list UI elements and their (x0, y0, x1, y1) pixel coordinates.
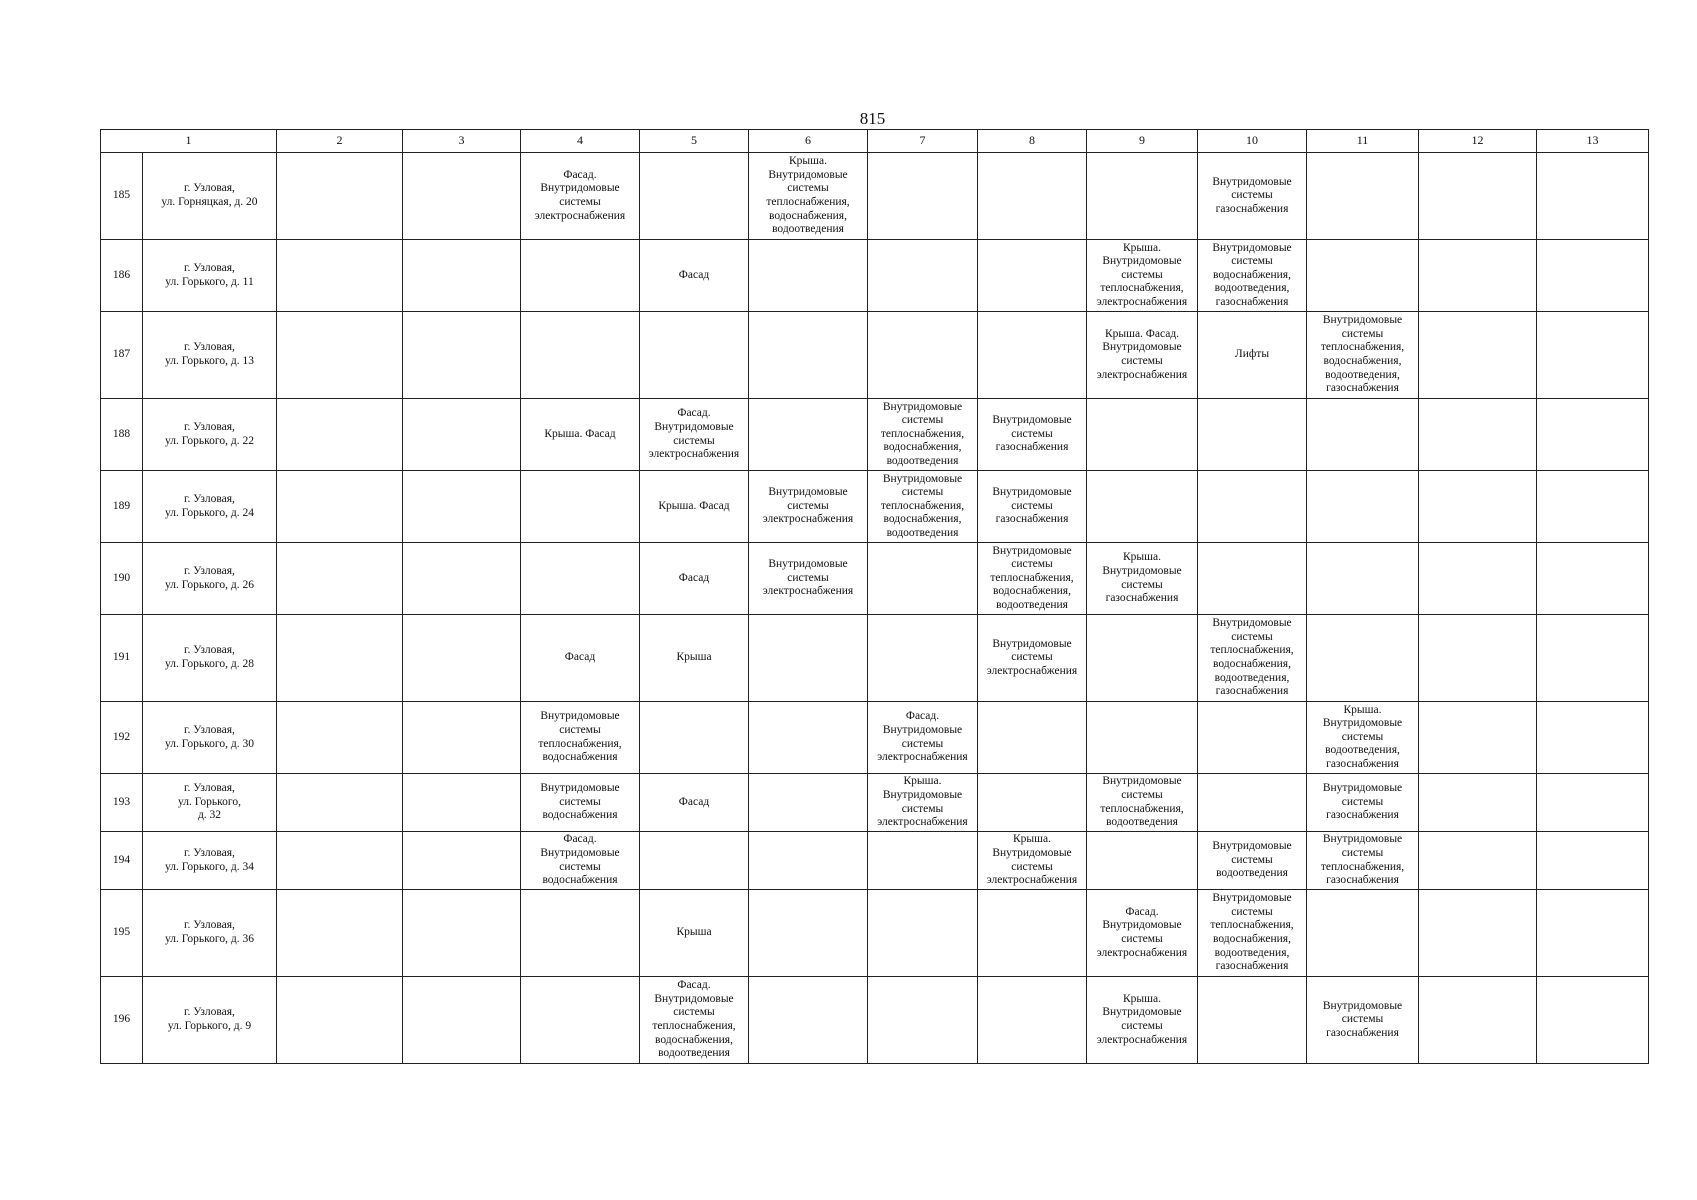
work-cell-col-2 (277, 890, 403, 977)
column-header-9: 9 (1087, 130, 1198, 153)
work-cell-col-4 (521, 312, 640, 399)
work-cell-col-11: Внутридомовые системы газоснабжения (1307, 774, 1419, 832)
table-row (101, 240, 1649, 312)
page-number: 815 (859, 109, 886, 128)
work-cell-col-13 (1537, 890, 1649, 977)
work-cell-col-12 (1419, 312, 1537, 399)
work-cell-col-13 (1537, 312, 1649, 399)
work-cell-col-2 (277, 240, 403, 312)
work-cell-col-10 (1198, 702, 1307, 774)
work-cell-col-12 (1419, 977, 1537, 1064)
work-cell-col-7 (868, 615, 978, 702)
address-cell: г. Узловая, ул. Горького, д. 26 (143, 543, 277, 615)
work-cell-col-3 (403, 977, 521, 1064)
work-cell-col-10: Внутридомовые системы водоснабжения, водоотведения, газоснабжения (1198, 240, 1307, 312)
work-cell-col-5: Крыша. Фасад (640, 471, 749, 543)
work-cell-col-11: Внутридомовые системы газоснабжения (1307, 977, 1419, 1064)
work-cell-col-7 (868, 832, 978, 890)
work-cell-col-12 (1419, 543, 1537, 615)
work-cell-col-7 (868, 312, 978, 399)
work-cell-col-2 (277, 543, 403, 615)
work-cell-col-13 (1537, 471, 1649, 543)
work-cell-col-5 (640, 312, 749, 399)
column-header-11: 11 (1307, 130, 1419, 153)
work-cell-col-12 (1419, 832, 1537, 890)
table-row (101, 543, 1649, 615)
work-cell-col-9: Внутридомовые системы теплоснабжения, водоотведения (1087, 774, 1198, 832)
work-cell-col-10: Лифты (1198, 312, 1307, 399)
row-number: 185 (101, 153, 143, 240)
column-header-5: 5 (640, 130, 749, 153)
work-cell-col-10: Внутридомовые системы водоотведения (1198, 832, 1307, 890)
work-cell-col-7 (868, 543, 978, 615)
work-cell-col-8: Внутридомовые системы электроснабжения (978, 615, 1087, 702)
work-cell-col-9 (1087, 702, 1198, 774)
work-cell-col-9 (1087, 153, 1198, 240)
column-header-2: 2 (277, 130, 403, 153)
work-cell-col-5 (640, 832, 749, 890)
table-row (101, 153, 1649, 240)
address-cell: г. Узловая, ул. Горького, д. 32 (143, 774, 277, 832)
work-cell-col-8: Внутридомовые системы газоснабжения (978, 399, 1087, 471)
work-cell-col-4: Фасад (521, 615, 640, 702)
work-cell-col-10 (1198, 399, 1307, 471)
column-header-10: 10 (1198, 130, 1307, 153)
column-header-13: 13 (1537, 130, 1649, 153)
work-cell-col-13 (1537, 240, 1649, 312)
row-number: 188 (101, 399, 143, 471)
work-cell-col-7 (868, 153, 978, 240)
work-cell-col-2 (277, 977, 403, 1064)
work-cell-col-13 (1537, 977, 1649, 1064)
work-cell-col-12 (1419, 399, 1537, 471)
table-body (101, 153, 1649, 1064)
row-number: 187 (101, 312, 143, 399)
work-cell-col-7: Фасад. Внутридомовые системы электроснабжения (868, 702, 978, 774)
row-number: 192 (101, 702, 143, 774)
address-cell: г. Узловая, ул. Горького, д. 13 (143, 312, 277, 399)
work-cell-col-13 (1537, 615, 1649, 702)
row-number: 195 (101, 890, 143, 977)
column-header-12: 12 (1419, 130, 1537, 153)
work-cell-col-6: Крыша. Внутридомовые системы теплоснабжения, водоснабжения, водоотведения (749, 153, 868, 240)
work-cell-col-12 (1419, 471, 1537, 543)
work-cell-col-6 (749, 774, 868, 832)
address-cell: г. Узловая, ул. Горького, д. 34 (143, 832, 277, 890)
work-cell-col-5 (640, 153, 749, 240)
column-header-1: 1 (101, 130, 277, 153)
work-cell-col-13 (1537, 543, 1649, 615)
work-cell-col-2 (277, 702, 403, 774)
table-row (101, 890, 1649, 977)
work-cell-col-3 (403, 153, 521, 240)
table-row (101, 615, 1649, 702)
work-cell-col-6 (749, 615, 868, 702)
work-cell-col-13 (1537, 153, 1649, 240)
work-cell-col-8 (978, 240, 1087, 312)
column-header-8: 8 (978, 130, 1087, 153)
work-cell-col-5: Фасад (640, 543, 749, 615)
work-cell-col-3 (403, 399, 521, 471)
address-cell: г. Узловая, ул. Горького, д. 9 (143, 977, 277, 1064)
work-cell-col-8 (978, 312, 1087, 399)
work-cell-col-4: Фасад. Внутридомовые системы водоснабжения (521, 832, 640, 890)
column-header-3: 3 (403, 130, 521, 153)
work-cell-col-13 (1537, 774, 1649, 832)
work-cell-col-7: Внутридомовые системы теплоснабжения, водоснабжения, водоотведения (868, 399, 978, 471)
work-cell-col-3 (403, 702, 521, 774)
work-cell-col-11 (1307, 615, 1419, 702)
row-number: 190 (101, 543, 143, 615)
work-cell-col-10: Внутридомовые системы теплоснабжения, водоснабжения, водоотведения, газоснабжения (1198, 615, 1307, 702)
work-cell-col-6: Внутридомовые системы электроснабжения (749, 543, 868, 615)
address-cell: г. Узловая, ул. Горького, д. 22 (143, 399, 277, 471)
work-cell-col-6 (749, 399, 868, 471)
work-cell-col-11 (1307, 399, 1419, 471)
work-cell-col-2 (277, 153, 403, 240)
work-cell-col-9 (1087, 832, 1198, 890)
work-cell-col-5: Крыша (640, 890, 749, 977)
work-cell-col-5 (640, 702, 749, 774)
work-cell-col-9: Крыша. Фасад. Внутридомовые системы электроснабжения (1087, 312, 1198, 399)
column-header-4: 4 (521, 130, 640, 153)
column-header-6: 6 (749, 130, 868, 153)
work-cell-col-11 (1307, 543, 1419, 615)
work-cell-col-9 (1087, 615, 1198, 702)
work-cell-col-6 (749, 702, 868, 774)
work-cell-col-3 (403, 312, 521, 399)
work-cell-col-8 (978, 702, 1087, 774)
header-row (101, 130, 1649, 153)
work-cell-col-10 (1198, 774, 1307, 832)
work-cell-col-3 (403, 240, 521, 312)
table-row (101, 774, 1649, 832)
work-cell-col-3 (403, 543, 521, 615)
work-cell-col-12 (1419, 153, 1537, 240)
work-cell-col-4 (521, 471, 640, 543)
work-cell-col-9: Фасад. Внутридомовые системы электроснабжения (1087, 890, 1198, 977)
work-cell-col-3 (403, 890, 521, 977)
work-cell-col-2 (277, 312, 403, 399)
work-cell-col-9: Крыша. Внутридомовые системы электроснабжения (1087, 977, 1198, 1064)
work-cell-col-4: Внутридомовые системы водоснабжения (521, 774, 640, 832)
work-cell-col-11 (1307, 471, 1419, 543)
work-cell-col-8 (978, 977, 1087, 1064)
work-cell-col-11: Крыша. Внутридомовые системы водоотведения, газоснабжения (1307, 702, 1419, 774)
address-cell: г. Узловая, ул. Горького, д. 36 (143, 890, 277, 977)
row-number: 189 (101, 471, 143, 543)
work-cell-col-12 (1419, 890, 1537, 977)
work-cell-col-8 (978, 153, 1087, 240)
work-cell-col-5: Фасад. Внутридомовые системы электроснабжения (640, 399, 749, 471)
work-cell-col-3 (403, 774, 521, 832)
work-cell-col-11 (1307, 240, 1419, 312)
work-cell-col-9: Крыша. Внутридомовые системы газоснабжения (1087, 543, 1198, 615)
work-cell-col-10 (1198, 543, 1307, 615)
work-cell-col-2 (277, 471, 403, 543)
work-cell-col-11 (1307, 890, 1419, 977)
table-row (101, 399, 1649, 471)
row-number: 193 (101, 774, 143, 832)
row-number: 194 (101, 832, 143, 890)
work-cell-col-7: Крыша. Внутридомовые системы электроснабжения (868, 774, 978, 832)
work-cell-col-8: Внутридомовые системы теплоснабжения, водоснабжения, водоотведения (978, 543, 1087, 615)
work-cell-col-10 (1198, 977, 1307, 1064)
work-cell-col-5: Крыша (640, 615, 749, 702)
work-cell-col-4 (521, 543, 640, 615)
work-cell-col-5: Фасад. Внутридомовые системы теплоснабжения, водоснабжения, водоотведения (640, 977, 749, 1064)
row-number: 186 (101, 240, 143, 312)
work-cell-col-13 (1537, 399, 1649, 471)
table-header (101, 130, 1649, 153)
work-cell-col-11: Внутридомовые системы теплоснабжения, газоснабжения (1307, 832, 1419, 890)
work-cell-col-6 (749, 977, 868, 1064)
work-cell-col-4 (521, 240, 640, 312)
table-row (101, 977, 1649, 1064)
work-cell-col-7 (868, 890, 978, 977)
repair-schedule-table (100, 129, 1649, 1064)
work-cell-col-12 (1419, 240, 1537, 312)
work-cell-col-12 (1419, 774, 1537, 832)
work-cell-col-9 (1087, 471, 1198, 543)
address-cell: г. Узловая, ул. Горького, д. 11 (143, 240, 277, 312)
work-cell-col-10: Внутридомовые системы газоснабжения (1198, 153, 1307, 240)
work-cell-col-2 (277, 615, 403, 702)
address-cell: г. Узловая, ул. Горького, д. 24 (143, 471, 277, 543)
work-cell-col-13 (1537, 832, 1649, 890)
work-cell-col-8: Крыша. Внутридомовые системы электроснабжения (978, 832, 1087, 890)
table-row (101, 312, 1649, 399)
work-cell-col-3 (403, 832, 521, 890)
work-cell-col-8 (978, 774, 1087, 832)
table-row (101, 832, 1649, 890)
address-cell: г. Узловая, ул. Горького, д. 30 (143, 702, 277, 774)
work-cell-col-3 (403, 615, 521, 702)
work-cell-col-9 (1087, 399, 1198, 471)
work-cell-col-9: Крыша. Внутридомовые системы теплоснабжения, электроснабжения (1087, 240, 1198, 312)
work-cell-col-3 (403, 471, 521, 543)
work-cell-col-4: Внутридомовые системы теплоснабжения, водоснабжения (521, 702, 640, 774)
work-cell-col-7 (868, 977, 978, 1064)
work-cell-col-8: Внутридомовые системы газоснабжения (978, 471, 1087, 543)
row-number: 196 (101, 977, 143, 1064)
work-cell-col-6 (749, 890, 868, 977)
work-cell-col-2 (277, 832, 403, 890)
work-cell-col-7 (868, 240, 978, 312)
address-cell: г. Узловая, ул. Горького, д. 28 (143, 615, 277, 702)
table-row (101, 702, 1649, 774)
work-cell-col-4: Фасад. Внутридомовые системы электроснабжения (521, 153, 640, 240)
work-cell-col-12 (1419, 615, 1537, 702)
work-cell-col-10 (1198, 471, 1307, 543)
work-cell-col-5: Фасад (640, 774, 749, 832)
work-cell-col-8 (978, 890, 1087, 977)
work-cell-col-6 (749, 312, 868, 399)
work-cell-col-10: Внутридомовые системы теплоснабжения, водоснабжения, водоотведения, газоснабжения (1198, 890, 1307, 977)
work-cell-col-6 (749, 832, 868, 890)
work-cell-col-13 (1537, 702, 1649, 774)
work-cell-col-2 (277, 774, 403, 832)
work-cell-col-12 (1419, 702, 1537, 774)
work-cell-col-11 (1307, 153, 1419, 240)
work-cell-col-11: Внутридомовые системы теплоснабжения, водоснабжения, водоотведения, газоснабжения (1307, 312, 1419, 399)
row-number: 191 (101, 615, 143, 702)
work-cell-col-4: Крыша. Фасад (521, 399, 640, 471)
address-cell: г. Узловая, ул. Горняцкая, д. 20 (143, 153, 277, 240)
work-cell-col-5: Фасад (640, 240, 749, 312)
column-header-7: 7 (868, 130, 978, 153)
work-cell-col-6 (749, 240, 868, 312)
work-cell-col-7: Внутридомовые системы теплоснабжения, водоснабжения, водоотведения (868, 471, 978, 543)
work-cell-col-4 (521, 977, 640, 1064)
table-row (101, 471, 1649, 543)
work-cell-col-6: Внутридомовые системы электроснабжения (749, 471, 868, 543)
work-cell-col-4 (521, 890, 640, 977)
work-cell-col-2 (277, 399, 403, 471)
